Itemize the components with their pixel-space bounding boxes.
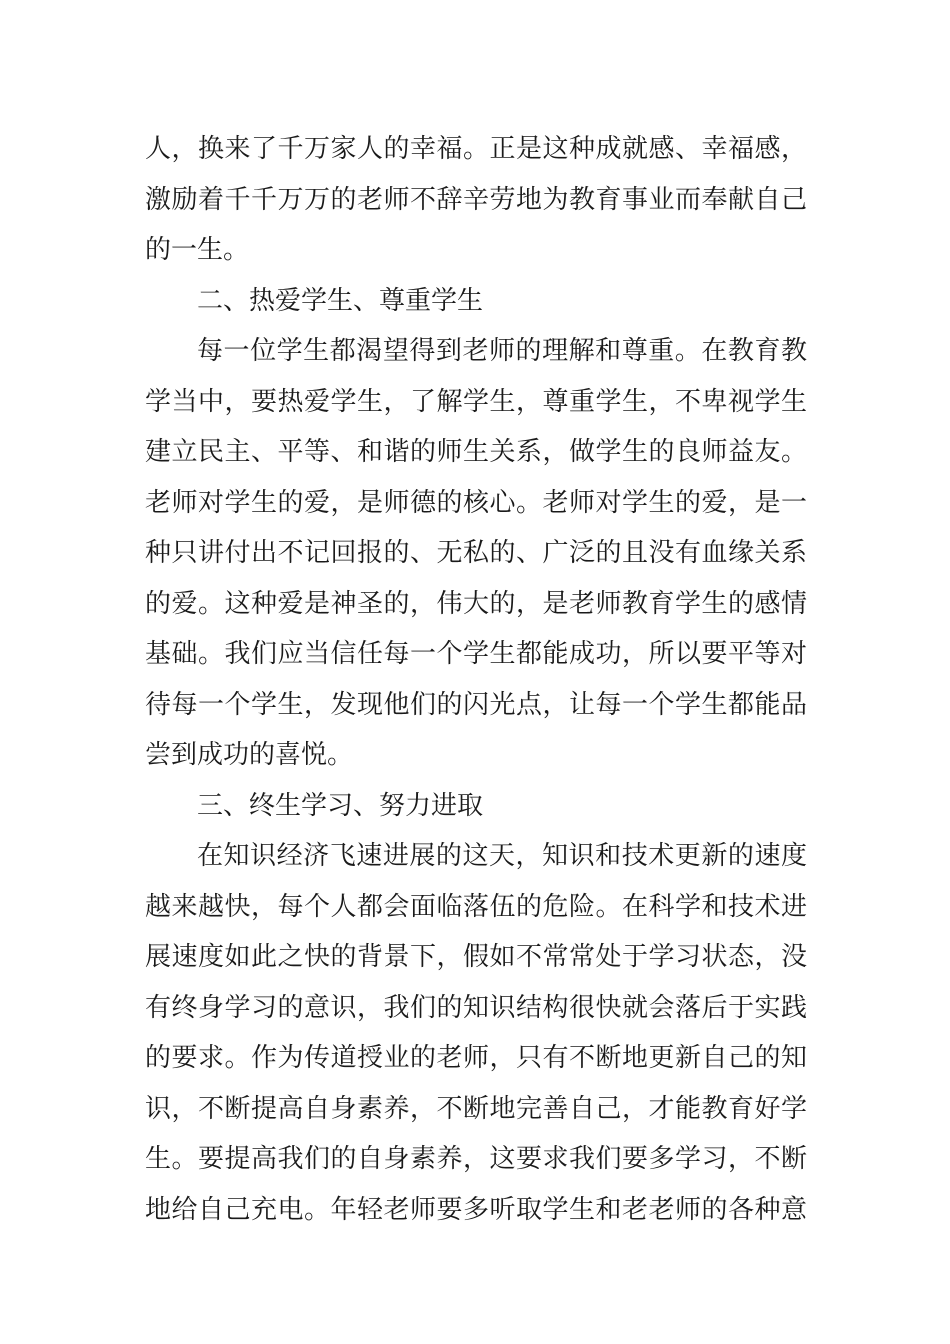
text-line: 老师对学生的爱，是师德的核心。老师对学生的爱，是一 [145,487,807,518]
text-line: 展速度如此之快的背景下，假如不常常处于学习状态，没 [145,942,807,972]
text-line: 待每一个学生，发现他们的闪光点，让每一个学生都能品 [145,689,807,720]
paragraph-end-line: 尝到成功的喜悦。 [145,740,354,770]
text-line: 激励着千千万万的老师不辞辛劳地为教育事业而奉献自己 [145,184,807,215]
body-text [145,124,807,1235]
paragraph-first-line: 每一位学生都渴望得到老师的理解和尊重。在教育教 [197,336,807,366]
text-line: 建立民主、平等、和谐的师生关系，做学生的良师益友。 [145,437,807,467]
section-heading-3: 三、终生学习、努力进取 [197,790,484,821]
text-line: 种只讲付出不记回报的、无私的、广泛的且没有血缘关系 [145,538,807,568]
text-line: 识，不断提高自身素养，不断地完善自己，才能教育好学 [145,1093,807,1124]
text-line: 的要求。作为传道授业的老师，只有不断地更新自己的知 [145,1043,807,1073]
text-line: 的爱。这种爱是神圣的，伟大的，是老师教育学生的感情 [145,588,807,619]
paragraph-first-line: 在知识经济飞速进展的这天，知识和技术更新的速度 [197,841,807,871]
text-line: 人，换来了千万家人的幸福。正是这种成就感、幸福感， [145,134,807,164]
text-line: 生。要提高我们的自身素养，这要求我们要多学习，不断 [145,1144,807,1174]
text-line: 学当中，要热爱学生，了解学生，尊重学生，不卑视学生 [145,386,807,417]
paragraph-end-line: 的一生。 [145,235,250,265]
text-line: 有终身学习的意识，我们的知识结构很快就会落后于实践 [145,992,807,1023]
section-heading-2: 二、热爱学生、尊重学生 [197,285,484,316]
text-line: 基础。我们应当信任每一个学生都能成功，所以要平等对 [145,639,807,669]
text-line: 越来越快，每个人都会面临落伍的危险。在科学和技术进 [145,891,807,922]
text-line: 地给自己充电。年轻老师要多听取学生和老老师的各种意 [145,1194,807,1225]
